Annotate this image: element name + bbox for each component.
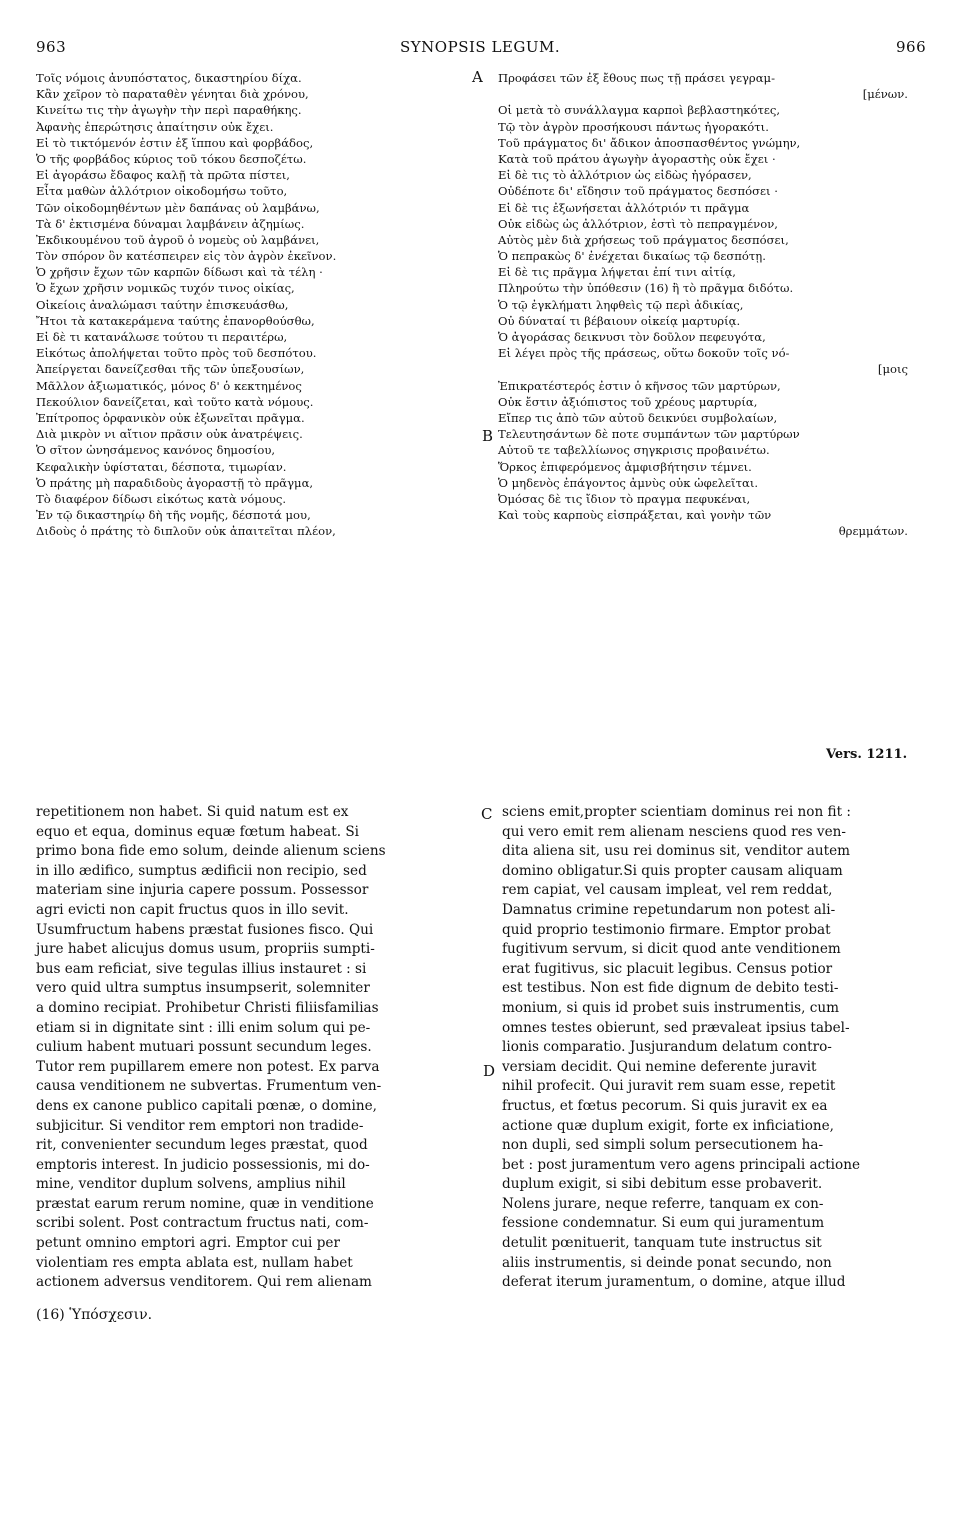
greek-verse-line: Ὁ τῆς φορβάδος κύριος τοῦ τόκου δεσποζέτω.: [36, 151, 307, 166]
greek-verse-line: Οἱ μετὰ τὸ συνάλλαγμα καρποὶ βεβλαστηκότες,: [498, 103, 781, 118]
latin-text-line: qui vero emit rem alienam nesciens quod res ven-: [502, 823, 846, 840]
greek-verse-line: Ὅρκος ἐπιφερόμενος ἀμφισβήτησιν τέμνει.: [498, 459, 752, 474]
greek-verse-line: Ἐπικρατέστερός ἐστιν ὁ κῆνσος τῶν μαρτύρων,: [498, 378, 781, 393]
latin-text-line: etiam si in dignitate sint : illi enim solum qui pe-: [36, 1019, 371, 1036]
latin-text-line: scribi solent. Post contractum fructus nati, com-: [36, 1215, 369, 1232]
greek-verse-line: Οἰκείοις ἀναλώμασι ταύτην ἐπισκευάσθω,: [36, 297, 289, 312]
greek-verse-line: Οὐ δύναταί τι βέβαιουν οἰκείᾳ μαρτυρίᾳ.: [498, 313, 741, 328]
latin-text-line: sciens emit,propter scientiam dominus rei non fit :: [502, 804, 851, 820]
greek-verse-line: Τὸν σπόρον ὃν κατέσπειρεν εἰς τὸν ἀγρὸν ἐκεῖνον.: [36, 249, 337, 264]
greek-verse-line: Κατὰ τοῦ πράτου ἀγωγὴν ἀγοραστὴς οὐκ ἔχει ·: [498, 151, 776, 166]
greek-verse-line: Ἐπίτροπος ὀρφανικὸν οὐκ ἐξωνεῖται πρᾶγμα.: [36, 410, 305, 425]
latin-text-line: fessione condemnatur. Si eum qui juramentum: [502, 1215, 825, 1232]
margin-marker-b: B: [482, 427, 494, 445]
latin-text-line: vero quid ultra sumptus insumpserit, solemniter: [36, 980, 370, 997]
latin-text-line: actione quæ duplum exigit, forte ex inficiatione,: [502, 1117, 834, 1134]
latin-text-line: materiam sine injuria capere possum. Possessor: [36, 882, 369, 899]
greek-verse-line: Εἶτα μαθὼν ἀλλότριον οἰκοδομήσω τοῦτο,: [36, 184, 288, 199]
greek-verse-line: Εἰ ἀγοράσω ἔδαφος καλῇ τὰ πρῶτα πίστει,: [36, 168, 290, 183]
latin-text-line: rem capiat, vel causam impleat, vel rem reddat,: [502, 882, 833, 899]
margin-marker-a: A: [472, 68, 483, 86]
greek-verse-line: Κἂν χεῖρον τὸ παραταθὲν γένηται διὰ χρόνου,: [36, 87, 309, 102]
greek-verse-line: θρεμμάτων.: [838, 524, 908, 539]
greek-verse-line: Ὁ ἔχων χρῆσιν νομικῶς τυχόν τινος οἰκίας,: [36, 281, 295, 296]
greek-verse-line: Τῷ τὸν ἀγρὸν προσήκουσι πάντως ἠγορακότι.: [498, 119, 769, 134]
latin-text-line: petunt omnino emptori agri. Emptor cui per: [36, 1235, 340, 1252]
greek-verse-line: Ἀπείργεται δανείζεσθαι τῆς τῶν ὑπεξουσίων,: [36, 362, 305, 377]
latin-text-line: duplum exigit, si sibi debitum esse probaverit.: [502, 1176, 823, 1193]
margin-marker-c: C: [481, 805, 493, 823]
latin-text-line: monium, si quis id probet suis instrumentis, cum: [502, 999, 840, 1016]
greek-verse-line: Πληρούτω τὴν ὑπόθεσιν (16) ἢ τὸ πρᾶγμα διδότω.: [498, 281, 794, 296]
greek-verse-line: [μοις: [877, 362, 908, 377]
latin-text-line: nihil profecit. Qui juravit rem suam esse, repetit: [502, 1078, 836, 1095]
greek-verse-line: Ἤτοι τὰ κατακεράμενα ταύτης ἐπανορθούσθω,: [36, 313, 315, 328]
greek-verse-line: Τῶν οἰκοδομηθέντων μὲν δαπάνας οὐ λαμβάνω,: [36, 200, 320, 215]
right-page-number: 966: [896, 38, 927, 56]
latin-text-line: omnes testes obierunt, sed prævaleat ipsius tabel-: [502, 1019, 850, 1036]
latin-text-line: in illo ædifico, sumptus ædificii non recipio, sed: [36, 862, 367, 879]
latin-text-line: præstat earum rerum nomine, quæ in venditione: [36, 1195, 374, 1212]
latin-text-line: fructus, et fœtus pecorum. Si quis juravit ex ea: [502, 1097, 828, 1114]
latin-text-line: bus eam reficiat, sive tegulas illius instauret : si: [36, 960, 367, 977]
greek-verse-line: Ὁ σῖτον ὠνησάμενος κανόνος δημοσίου,: [36, 443, 276, 458]
latin-text-line: dita aliena sit, usu rei dominus sit, venditor autem: [502, 843, 851, 860]
latin-text-line: culium habent mutuari possunt secundum leges.: [36, 1039, 372, 1056]
greek-verse-line: Εἰ λέγει πρὸς τῆς πράσεως, οὕτω δοκοῦν τοῖς νό-: [498, 346, 790, 361]
latin-text-line: Nolens jurare, neque referre, tanquam ex con-: [502, 1195, 824, 1212]
greek-verse-line: Εἴπερ τις ἀπὸ τῶν αὐτοῦ δεικνύει συμβολαίων,: [498, 410, 778, 425]
greek-verse-line: Μᾶλλον ἀξιωματικός, μόνος δ' ὁ κεκτημένος: [36, 378, 302, 393]
greek-verse-line: Ὁ χρῆσιν ἔχων τῶν καρπῶν δίδωσι καὶ τὰ τέλη ·: [36, 265, 323, 280]
greek-verse-line: Εἰκότως ἀπολήψεται τοῦτο πρὸς τοῦ δεσπότου.: [36, 346, 317, 361]
greek-verse-line: Προφάσει τῶν ἐξ ἔθους πως τῇ πράσει γεγραμ-: [498, 71, 775, 85]
latin-text-line: emptoris interest. In judicio possessionis, mi do-: [36, 1156, 370, 1173]
running-title: SYNOPSIS LEGUM.: [400, 38, 561, 56]
greek-verse-line: Ὁ πεπρακὼς δ' ἐνέχεται δικαίως τῷ δεσπότῃ.: [498, 249, 766, 264]
latin-text-line: domino obligatur.Si quis propter causam aliquam: [502, 862, 843, 879]
greek-verse-line: Εἰ δὲ τις τὸ ἀλλότριον ὡς εἰδὼς ἠγόρασεν,: [498, 168, 752, 183]
latin-text-line: fugitivum servum, si dicit quod ante venditionem: [502, 941, 841, 958]
greek-verse-line: Ὀμόσας δὲ τις ἴδιον τὸ πραγμα πεφυκέναι,: [498, 491, 751, 506]
greek-verse-line: [μένων.: [862, 87, 908, 102]
footnote: (16) Ὑπόσχεσιν.: [36, 1307, 153, 1323]
left-page-number: 963: [36, 38, 67, 56]
greek-verse-line: Ὁ πράτης μὴ παραδιδοὺς ἀγοραστῇ τὸ πρᾶγμα,: [36, 475, 314, 490]
latin-text-line: Usumfructum habens præstat fusiones fisco. Qui: [36, 921, 374, 938]
greek-verse-line: Αὐτοῦ τε ταβελλίωνος σηγκρισις προβαινέτω.: [498, 443, 770, 458]
latin-text-line: detulit pœnituerit, tanquam tute instructus sit: [502, 1235, 822, 1252]
greek-verse-line: Οὐκ ἔστιν ἀξιόπιστος τοῦ χρέους μαρτυρία,: [498, 394, 758, 409]
greek-verse-line: Ἀφανὴς ἐπερώτησις ἀπαίτησιν οὐκ ἔχει.: [36, 119, 274, 134]
greek-verse-line: Ὁ τῷ ἐγκλήματι ληφθεὶς τῷ περὶ ἀδικίας,: [498, 297, 744, 312]
greek-verse-line: Διδοὺς ὁ πράτης τὸ διπλοῦν οὐκ ἀπαιτεῖται πλέον,: [36, 524, 336, 539]
latin-text-line: jure habet alicujus domus usum, propriis sumpti-: [36, 941, 375, 958]
greek-verse-line: Κεφαλικὴν ὑφίσταται, δέσποτα, τιμωρίαν.: [36, 459, 287, 474]
latin-text-line: Damnatus crimine repetundarum non potest ali-: [502, 901, 836, 918]
greek-verse-line: Οὐδέποτε δι' εἴδησιν τοῦ πράγματος δεσπόσει ·: [498, 184, 778, 199]
latin-text-line: dens ex canone publico capitali pœnæ, o domine,: [36, 1097, 377, 1114]
greek-verse-line: Ὁ ἀγοράσας δεικνυσι τὸν δοῦλον πεφευγότα,: [498, 330, 766, 344]
greek-verse-line: Καὶ τοὺς καρποὺς εἰσπράξεται, καὶ γονὴν τῶν: [498, 508, 772, 523]
latin-text-line: non dupli, sed simpli solum persecutionem ha-: [502, 1137, 824, 1154]
greek-verse-line: Ὁ μηδενὸς ἐπάγοντος ἀμνὺς οὐκ ὠφελεῖται.: [498, 475, 759, 490]
latin-translation-right-column: [502, 803, 934, 1293]
latin-text-line: actionem adversus venditorem. Qui rem alienam: [36, 1274, 372, 1291]
latin-text-line: violentiam res empta ablata est, nullam habet: [36, 1254, 353, 1271]
greek-verse-left-column: [36, 70, 456, 539]
greek-verse-right-column: [498, 70, 908, 539]
latin-text-line: aliis instrumentis, si deinde ponat secundo, non: [502, 1254, 832, 1271]
greek-verse-line: Οὐκ εἰδὼς ὡς ἀλλότριον, ἐστὶ τὸ πεπραγμένον,: [498, 216, 778, 231]
greek-verse-line: Εἰ δὲ τις πρᾶγμα λήψεται ἐπί τινι αἰτίᾳ,: [498, 265, 736, 280]
latin-translation-left-column: [36, 803, 472, 1293]
greek-verse-line: Εἰ δὲ τι κατανάλωσε τούτου τι περαιτέρω,: [36, 330, 288, 344]
latin-text-line: a domino recipiat. Prohibetur Christi filiisfamilias: [36, 999, 379, 1016]
latin-text-line: versiam decidit. Qui nemine deferente juravit: [502, 1058, 817, 1075]
latin-text-line: Tutor rem pupillarem emere non potest. Ex parva: [36, 1058, 380, 1075]
latin-text-line: primo bona fide emo solum, deinde alienum sciens: [36, 843, 386, 860]
greek-verse-line: Εἰ δὲ τις ἐξωνήσεται ἀλλότριόν τι πρᾶγμα: [498, 200, 750, 215]
latin-text-line: bet : post juramentum vero agens principali actione: [502, 1156, 860, 1173]
greek-verse-line: Τὸ διαφέρον δίδωσι εἰκότως κατὰ νόμους.: [36, 491, 287, 506]
latin-text-line: est testibus. Non est fide dignum de debito testi-: [502, 980, 839, 997]
latin-text-line: causa venditionem ne subvertas. Frumentum ven-: [36, 1078, 382, 1095]
greek-verse-line: Εἰ τὸ τικτόμενόν ἐστιν ἐξ ἵππου καὶ φορβάδος,: [36, 135, 314, 150]
greek-verse-line: Αὐτὸς μὲν διὰ χρήσεως τοῦ πράγματος δεσπόσει,: [498, 232, 789, 247]
latin-text-line: repetitionem non habet. Si quid natum est ex: [36, 804, 349, 820]
latin-text-line: subjicitur. Si venditor rem emptori non tradide-: [36, 1117, 364, 1134]
greek-verse-line: Διὰ μικρὸν νι αἴτιον πρᾶσιν οὐκ ἀνατρέψεις.: [36, 427, 303, 442]
latin-text-line: deferat iterum juramentum, o domine, atque illud: [502, 1274, 846, 1291]
greek-verse-line: Τοῦ πράγματος δι' ἄδικον ἀποσπασθέντος γνώμην,: [498, 135, 801, 150]
greek-verse-line: Πεκούλιον δανείζεται, καὶ τοῦτο κατὰ νόμους.: [36, 394, 314, 409]
greek-verse-line: Ἐκδικουμένου τοῦ ἀγροῦ ὁ νομεὺς οὐ λαμβάνει,: [36, 232, 320, 247]
greek-verse-line: Τελευτησάντων δὲ ποτε συμπάντων τῶν μαρτύρων: [498, 427, 800, 442]
latin-text-line: quid proprio testimonio firmare. Emptor probat: [502, 921, 831, 938]
greek-verse-line: Τὰ δ' ἐκτισμένα δύναμαι λαμβάνειν ἀζημίως.: [36, 216, 305, 231]
greek-verse-line: Τοῖς νόμοις ἀνυπόστατος, δικαστηρίου δίχα.: [36, 71, 302, 85]
latin-text-line: equo et equa, dominus equæ fœtum habeat. Si: [36, 823, 359, 840]
verse-number: Vers. 1211.: [826, 747, 908, 762]
latin-text-line: rit, convenienter secundum leges præstat, quod: [36, 1137, 368, 1154]
latin-text-line: mine, venditor duplum solvens, amplius nihil: [36, 1176, 346, 1193]
latin-text-line: erat fugitivus, sic placuit legibus. Census potior: [502, 960, 833, 977]
latin-text-line: agri evicti non capit fructus quos in illo sevit.: [36, 901, 349, 918]
greek-verse-line: Κινείτω τις τὴν ἀγωγὴν τὴν περὶ παραθήκης.: [36, 103, 302, 118]
greek-verse-line: Ἐν τῷ δικαστηρίῳ δὴ τῆς νομῆς, δέσποτά μου,: [36, 508, 311, 523]
margin-marker-d: D: [483, 1062, 496, 1080]
latin-text-line: lionis comparatio. Jusjurandum delatum contro-: [502, 1039, 832, 1056]
